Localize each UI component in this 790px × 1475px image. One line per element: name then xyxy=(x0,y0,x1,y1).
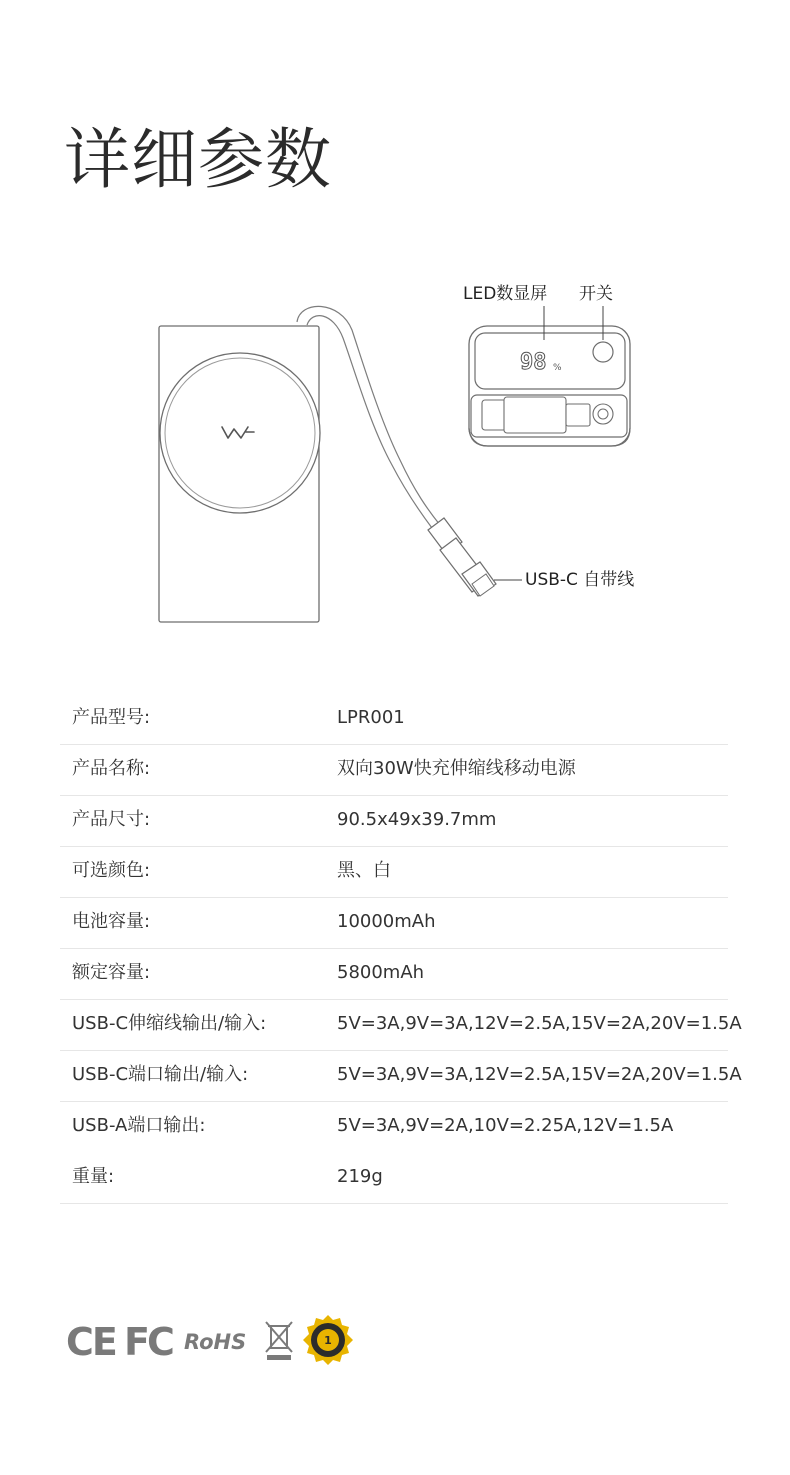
spec-label: 电池容量: xyxy=(72,911,151,932)
spec-value: 5V=3A,9V=2A,10V=2.25A,12V=1.5A xyxy=(337,1115,674,1136)
product-diagram xyxy=(0,270,790,640)
spec-row xyxy=(60,1000,742,1051)
spec-row xyxy=(60,745,728,796)
spec-label: 产品尺寸: xyxy=(72,809,151,830)
callout-switch: 开关 xyxy=(579,284,613,304)
rohs-mark-icon: RoHS xyxy=(184,1330,247,1354)
spec-value: 黑、白 xyxy=(337,860,391,881)
spec-row xyxy=(60,796,728,847)
power-bank-top-view xyxy=(469,326,630,446)
spec-table xyxy=(60,694,742,1204)
usb-c-connector xyxy=(428,518,496,596)
spec-value: LPR001 xyxy=(337,707,405,728)
spec-value: 10000mAh xyxy=(337,911,436,932)
spec-label: 产品名称: xyxy=(72,758,151,779)
spec-value: 双向30W快充伸缩线移动电源 xyxy=(337,758,576,779)
ce-mark-icon: CE xyxy=(66,1320,116,1364)
callout-usb-c-cable: USB-C 自带线 xyxy=(525,570,635,590)
certification-marks xyxy=(66,1312,366,1372)
spec-label: 产品型号: xyxy=(72,707,151,728)
spec-value: 5800mAh xyxy=(337,962,425,983)
spec-label: 额定容量: xyxy=(72,962,151,983)
power-switch-icon xyxy=(593,342,613,362)
spec-value: 5V=3A,9V=3A,12V=2.5A,15V=2A,20V=1.5A xyxy=(337,1013,742,1034)
weee-bin-icon xyxy=(264,1318,294,1362)
spec-value: 219g xyxy=(337,1166,383,1187)
spec-row xyxy=(60,1153,728,1204)
spec-label: USB-A端口输出: xyxy=(72,1115,206,1136)
spec-row xyxy=(60,694,728,745)
spec-row xyxy=(60,949,728,1000)
spec-value: 90.5x49x39.7mm xyxy=(337,809,497,830)
spec-label: USB-C伸缩线输出/输入: xyxy=(72,1013,267,1034)
spec-value: 5V=3A,9V=3A,12V=2.5A,15V=2A,20V=1.5A xyxy=(337,1064,742,1085)
spec-row xyxy=(60,847,728,898)
spec-label: 重量: xyxy=(72,1166,115,1187)
warranty-seal-icon xyxy=(302,1314,354,1366)
spec-row xyxy=(60,898,728,949)
led-display-reading: 98 xyxy=(520,350,547,375)
spec-row xyxy=(60,1051,742,1102)
callout-led-display: LED数显屏 xyxy=(463,284,548,304)
power-bank-illustration xyxy=(0,270,790,640)
led-display-unit: % xyxy=(553,363,562,373)
fcc-mark-icon: FC xyxy=(124,1320,172,1364)
page-title: 详细参数 xyxy=(64,121,332,198)
spec-label: USB-C端口输出/输入: xyxy=(72,1064,249,1085)
svg-text:1: 1 xyxy=(324,1334,332,1347)
spec-row xyxy=(60,1102,728,1153)
retractable-cable-inner xyxy=(307,316,432,528)
wireless-charging-ring xyxy=(160,353,320,513)
spec-label: 可选颜色: xyxy=(72,860,151,881)
